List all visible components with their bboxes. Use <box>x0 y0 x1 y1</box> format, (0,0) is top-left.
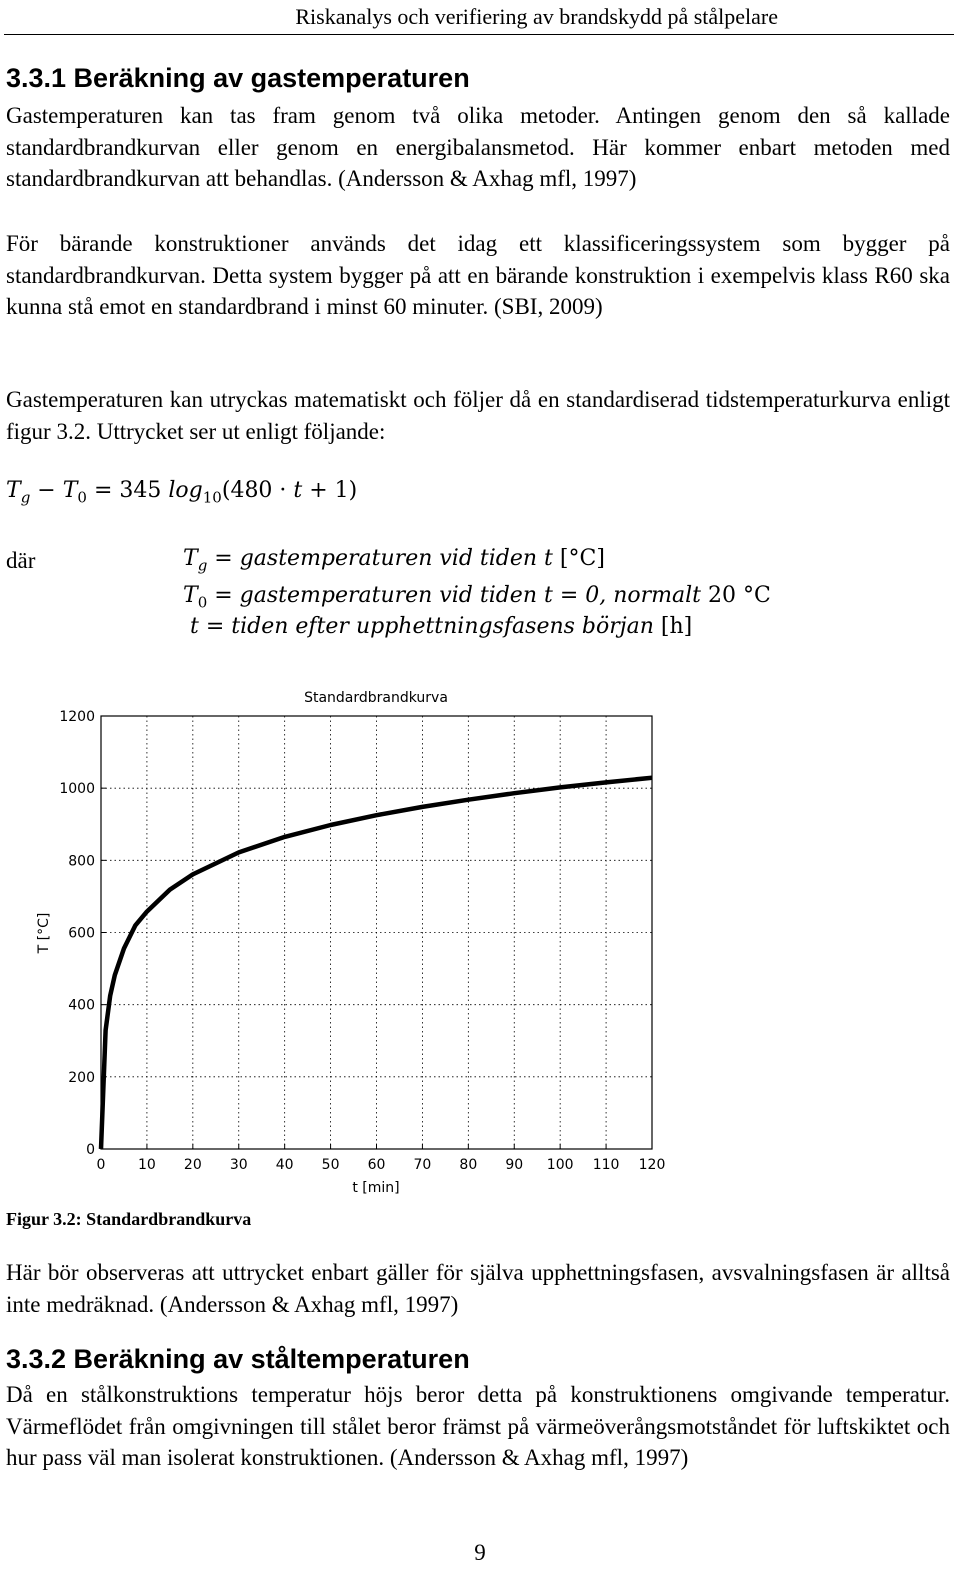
y-tick-label: 200 <box>68 1069 95 1086</box>
x-tick-label: 30 <box>229 1157 248 1173</box>
x-axis-label: t [min] <box>352 1180 400 1196</box>
where-label: där <box>6 548 36 573</box>
y-tick-label: 600 <box>68 925 95 942</box>
section-heading-3-3-1: 3.3.1 Beräkning av gastemperaturen <box>6 63 470 93</box>
header-rule <box>4 34 954 35</box>
x-tick-label: 90 <box>505 1157 524 1173</box>
definition-t0: $T_0$ = gastemperaturen vid tiden t = 0, normalt 20 °C <box>183 583 771 612</box>
paragraph-steel-temperature: Då en stålkonstruktions temperatur höjs beror detta på konstruktionens omgivande temperatur. Värmeflödet från omgivningen till stålet beror främst på värmeöverångsmotståndet för luftskiktet och hur pass väl man isolerat konstruktionen. (Andersson & Axhag mfl, 1997) <box>6 1382 950 1470</box>
x-tick-label: 80 <box>459 1157 478 1173</box>
chart-grid <box>101 716 652 1149</box>
x-tick-label: 40 <box>275 1157 294 1173</box>
x-tick-label: 120 <box>638 1157 666 1173</box>
y-tick-label: 400 <box>68 997 95 1014</box>
x-tick-label: 100 <box>546 1157 574 1173</box>
standard-fire-curve-chart <box>0 680 960 1210</box>
paragraph-expression: Gastemperaturen kan utryckas matematiskt och följer då en standardiserad tidstemperaturkurva enligt figur 3.2. Uttrycket ser ut enligt följande: <box>6 387 950 444</box>
x-tick-label: 50 <box>321 1157 340 1173</box>
paragraph-method-intro: Gastemperaturen kan tas fram genom två olika metoder. Antingen genom den så kallade standardbrandkurvan eller genom en energibalansmetod. Här kommer enbart metoden med standardbrandkurvan att behandlas. (Andersson & Axhag mfl, 1997) <box>6 103 950 191</box>
y-tick-label: 800 <box>68 853 95 870</box>
running-header: Riskanalys och verifiering av brandskydd på stålpelare <box>295 4 778 29</box>
paragraph-heating-phase: Här bör observeras att uttrycket enbart gäller för själva upphettningsfasen, avsvalningsfasen är alltså inte medräknad. (Andersson & Axhag mfl, 1997) <box>6 1260 950 1317</box>
definition-t: t = tiden efter upphettningsfasens början [h] <box>190 614 693 639</box>
y-tick-label: 1000 <box>59 781 95 798</box>
y-tick-label: 0 <box>86 1142 95 1158</box>
definition-tg: $T_g$ = gastemperaturen vid tiden t [°C] <box>183 546 605 575</box>
chart-title: Standardbrandkurva <box>304 690 448 706</box>
x-tick-label: 70 <box>413 1157 432 1173</box>
y-axis-label: T [°C] <box>36 912 52 954</box>
x-tick-label: 10 <box>138 1157 156 1173</box>
section-heading-3-3-2: 3.3.2 Beräkning av ståltemperaturen <box>6 1344 470 1374</box>
paragraph-classification: För bärande konstruktioner används det idag ett klassificeringssystem som bygger på standardbrandkurvan. Detta system bygger på att en bärande konstruktion i exempelvis klass R60 ska kunna stå emot en standardbrand i minst 60 minuter. (SBI, 2009) <box>6 231 950 319</box>
page-number: 9 <box>474 1540 486 1565</box>
x-tick-label: 0 <box>96 1157 106 1173</box>
x-tick-label: 110 <box>592 1157 620 1173</box>
x-tick-label: 60 <box>367 1157 386 1173</box>
y-tick-label: 1200 <box>59 709 95 725</box>
x-tick-label: 20 <box>183 1157 202 1173</box>
main-equation: $T_g - T_0 = 345$ $\log_{10}(480 \cdot t + 1)$ <box>6 478 358 507</box>
figure-caption: Figur 3.2: Standardbrandkurva <box>6 1209 252 1229</box>
